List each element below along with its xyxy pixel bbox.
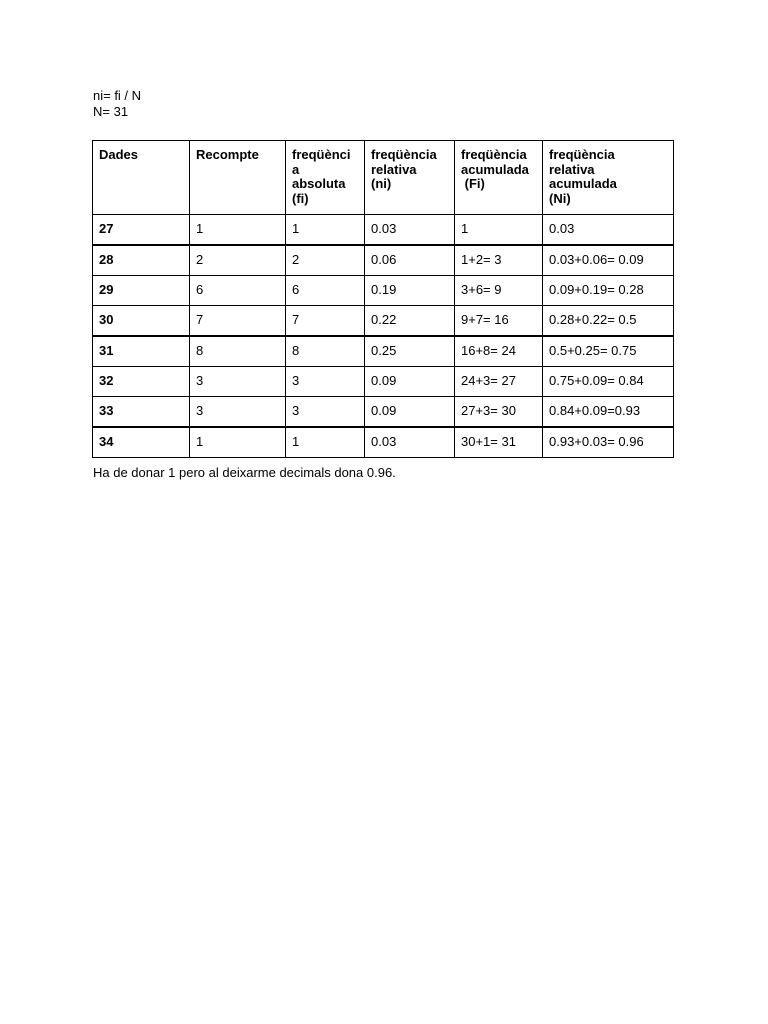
table-cell: 3: [286, 367, 365, 397]
table-cell: 1: [286, 427, 365, 458]
table-cell: 0.5+0.25= 0.75: [543, 336, 674, 367]
header-line: acumulada: [461, 161, 529, 177]
header-freq-relativa: [365, 141, 455, 215]
table-row: [93, 215, 674, 246]
table-cell: 9+7= 16: [455, 306, 543, 337]
table-cell: 16+8= 24: [455, 336, 543, 367]
frequency-table: [92, 140, 674, 458]
data-value-cell: 30: [93, 306, 190, 337]
data-value-cell: 27: [93, 215, 190, 246]
table-cell: 0.22: [365, 306, 455, 337]
table-cell: 0.03: [365, 427, 455, 458]
table-cell: 2: [190, 245, 286, 276]
table-cell: 0.09: [365, 397, 455, 428]
table-cell: 0.25: [365, 336, 455, 367]
header-line: Dades: [99, 147, 139, 162]
table-cell: 3: [286, 397, 365, 428]
header-freq-absoluta: [286, 141, 365, 215]
table-row: [93, 306, 674, 337]
header-line: (fi): [292, 190, 309, 206]
table-cell: 0.03: [365, 215, 455, 246]
data-value-cell: 33: [93, 397, 190, 428]
table-row: [93, 276, 674, 306]
header-recompte: [190, 141, 286, 215]
table-cell: 24+3= 27: [455, 367, 543, 397]
header-line: freqüència: [461, 147, 527, 162]
table-cell: 1: [455, 215, 543, 246]
data-value-cell: 34: [93, 427, 190, 458]
header-freq-relativa-acumulada: [543, 141, 674, 215]
table-cell: 0.06: [365, 245, 455, 276]
header-line: a: [292, 161, 300, 177]
header-line: acumulada: [549, 176, 617, 191]
note-text: Ha de donar 1 pero al deixarme decimals dona 0.96.: [93, 465, 396, 480]
header-line: freqüènci: [292, 147, 351, 162]
table-cell: 1: [286, 215, 365, 246]
header-dades: [93, 141, 190, 215]
table-row: [93, 397, 674, 428]
table-cell: 0.19: [365, 276, 455, 306]
header-line: (Ni): [549, 190, 571, 206]
formula-block: [93, 88, 141, 120]
data-value-cell: 29: [93, 276, 190, 306]
header-line: freqüència: [371, 147, 437, 162]
table-cell: 3: [190, 397, 286, 428]
header-line: (Fi): [461, 176, 485, 191]
table-cell: 0.09+0.19= 0.28: [543, 276, 674, 306]
table-cell: 0.93+0.03= 0.96: [543, 427, 674, 458]
table-cell: 6: [286, 276, 365, 306]
table-cell: 0.09: [365, 367, 455, 397]
header-line: freqüència: [549, 147, 615, 162]
table-cell: 0.03: [543, 215, 674, 246]
table-cell: 0.75+0.09= 0.84: [543, 367, 674, 397]
table-row: [93, 367, 674, 397]
table-row: [93, 245, 674, 276]
table-body: [93, 215, 674, 458]
table-cell: 6: [190, 276, 286, 306]
table-cell: 3+6= 9: [455, 276, 543, 306]
table-cell: 7: [286, 306, 365, 337]
table-cell: 27+3= 30: [455, 397, 543, 428]
table-cell: 8: [190, 336, 286, 367]
total-count-line: N= 31: [93, 104, 129, 119]
table-cell: 0.28+0.22= 0.5: [543, 306, 674, 337]
table-cell: 1+2= 3: [455, 245, 543, 276]
header-line: relativa: [549, 161, 595, 177]
table-cell: 0.84+0.09=0.93: [543, 397, 674, 428]
header-line: Recompte: [196, 147, 259, 162]
header-line: absoluta: [292, 176, 346, 191]
header-freq-acumulada: [455, 141, 543, 215]
table-row: [93, 336, 674, 367]
table-cell: 30+1= 31: [455, 427, 543, 458]
table-cell: 3: [190, 367, 286, 397]
table-cell: 7: [190, 306, 286, 337]
table-cell: 2: [286, 245, 365, 276]
table-cell: 8: [286, 336, 365, 367]
table-header-row: [93, 141, 674, 215]
table-cell: 0.03+0.06= 0.09: [543, 245, 674, 276]
header-line: (ni): [371, 176, 392, 191]
table-cell: 1: [190, 215, 286, 246]
formula-line: ni= fi / N: [93, 88, 142, 103]
data-value-cell: 32: [93, 367, 190, 397]
table-row: [93, 427, 674, 458]
header-line: relativa: [371, 161, 417, 177]
table-cell: 1: [190, 427, 286, 458]
data-value-cell: 28: [93, 245, 190, 276]
data-value-cell: 31: [93, 336, 190, 367]
